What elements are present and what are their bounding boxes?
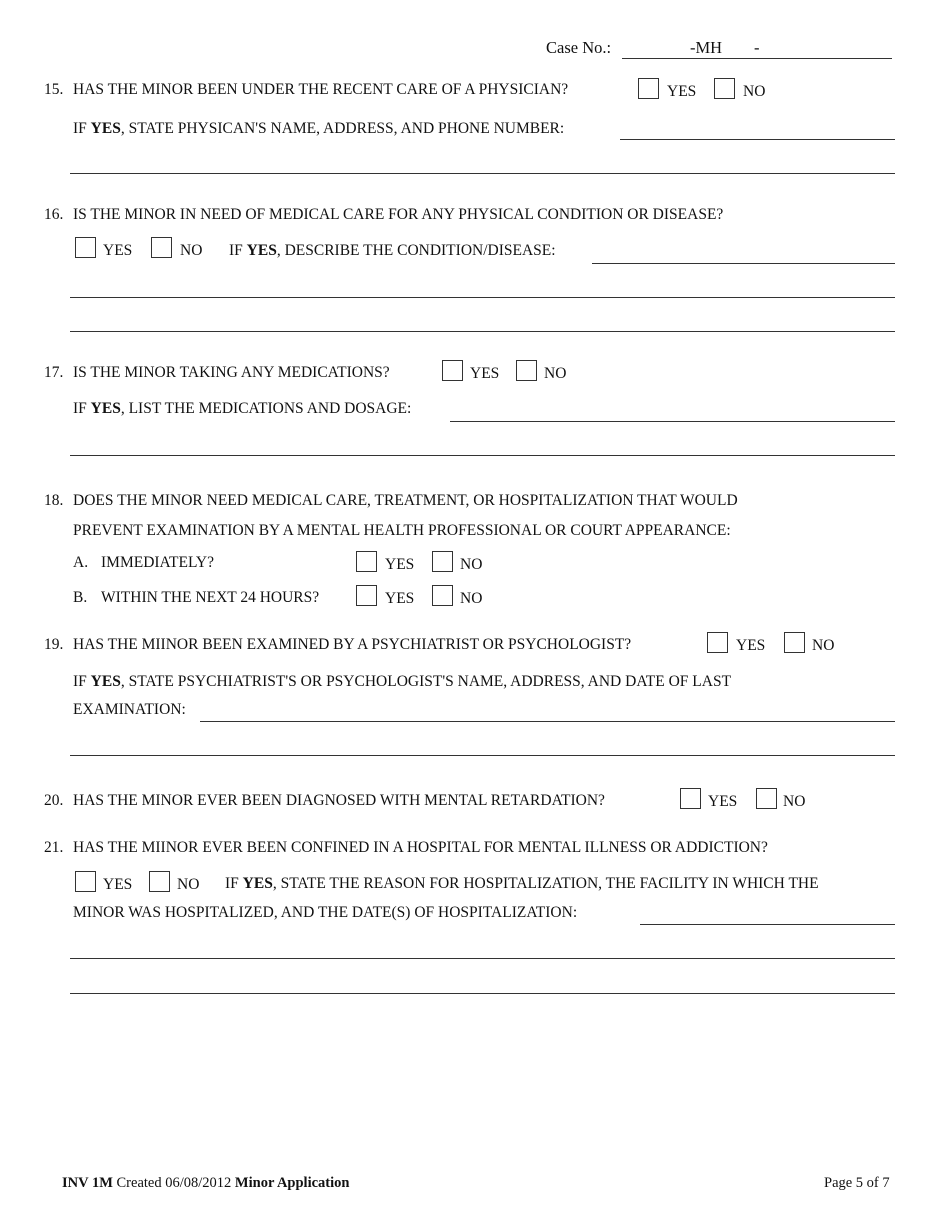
- q19-followup-line-2: EXAMINATION:: [73, 701, 186, 718]
- q18a-yes-label: YES: [385, 556, 415, 573]
- q20-no-label: NO: [783, 793, 806, 810]
- q20-yes-label: YES: [708, 793, 738, 810]
- q18b-letter: B.: [73, 589, 88, 606]
- q21-yes-checkbox[interactable]: [75, 871, 96, 892]
- q21-number: 21.: [44, 839, 64, 856]
- q18-text-line-1: DOES THE MINOR NEED MEDICAL CARE, TREATMENT, OR HOSPITALIZATION THAT WOULD: [73, 492, 738, 509]
- q18-number: 18.: [44, 492, 64, 509]
- q16-answer-line-3[interactable]: [70, 331, 895, 332]
- q21-yes-label: YES: [103, 876, 133, 893]
- q19-number: 19.: [44, 636, 64, 653]
- q18b-no-checkbox[interactable]: [432, 585, 453, 606]
- case-number-field[interactable]: [622, 58, 892, 59]
- q21-no-label: NO: [177, 876, 200, 893]
- q16-answer-line-1[interactable]: [592, 263, 895, 264]
- q15-answer-line-1[interactable]: [620, 139, 895, 140]
- q19-answer-line-2[interactable]: [70, 755, 895, 756]
- q18b-no-label: NO: [460, 590, 483, 607]
- q16-number: 16.: [44, 206, 64, 223]
- q21-no-checkbox[interactable]: [149, 871, 170, 892]
- case-number-dash: -: [754, 38, 760, 57]
- q21-answer-line-3[interactable]: [70, 993, 895, 994]
- q16-text: IS THE MINOR IN NEED OF MEDICAL CARE FOR ANY PHYSICAL CONDITION OR DISEASE?: [73, 206, 724, 223]
- q19-text: HAS THE MIINOR BEEN EXAMINED BY A PSYCHIATRIST OR PSYCHOLOGIST?: [73, 636, 632, 653]
- q18b-yes-checkbox[interactable]: [356, 585, 377, 606]
- q17-number: 17.: [44, 364, 64, 381]
- q16-yes-checkbox[interactable]: [75, 237, 96, 258]
- q16-answer-line-2[interactable]: [70, 297, 895, 298]
- q17-no-checkbox[interactable]: [516, 360, 537, 381]
- q20-number: 20.: [44, 792, 64, 809]
- q15-number: 15.: [44, 81, 64, 98]
- q17-answer-line-2[interactable]: [70, 455, 895, 456]
- q16-no-label: NO: [180, 242, 203, 259]
- q19-yes-checkbox[interactable]: [707, 632, 728, 653]
- q15-text: HAS THE MINOR BEEN UNDER THE RECENT CARE OF A PHYSICIAN?: [73, 81, 569, 98]
- q17-no-label: NO: [544, 365, 567, 382]
- q15-yes-checkbox[interactable]: [638, 78, 659, 99]
- q20-yes-checkbox[interactable]: [680, 788, 701, 809]
- q19-yes-label: YES: [736, 637, 766, 654]
- q21-answer-line-2[interactable]: [70, 958, 895, 959]
- case-number-mh: -MH: [690, 38, 723, 57]
- q21-answer-line-1[interactable]: [640, 924, 895, 925]
- q18a-text: IMMEDIATELY?: [101, 554, 214, 571]
- q18-text-line-2: PREVENT EXAMINATION BY A MENTAL HEALTH PROFESSIONAL OR COURT APPEARANCE:: [73, 522, 731, 539]
- q15-no-label: NO: [743, 83, 766, 100]
- q17-answer-line-1[interactable]: [450, 421, 895, 422]
- q15-no-checkbox[interactable]: [714, 78, 735, 99]
- q15-answer-line-2[interactable]: [70, 173, 895, 174]
- q19-no-label: NO: [812, 637, 835, 654]
- q17-yes-checkbox[interactable]: [442, 360, 463, 381]
- q17-text: IS THE MINOR TAKING ANY MEDICATIONS?: [73, 364, 390, 381]
- footer-page-number: Page 5 of 7: [824, 1175, 890, 1191]
- q20-no-checkbox[interactable]: [756, 788, 777, 809]
- q17-yes-label: YES: [470, 365, 500, 382]
- q19-no-checkbox[interactable]: [784, 632, 805, 653]
- q18a-no-label: NO: [460, 556, 483, 573]
- q18b-text: WITHIN THE NEXT 24 HOURS?: [101, 589, 320, 606]
- q19-followup: IF YES, STATE PSYCHIATRIST'S OR PSYCHOLOGIST'S NAME, ADDRESS, AND DATE OF LAST: [73, 673, 732, 690]
- q17-followup: IF YES, LIST THE MEDICATIONS AND DOSAGE:: [73, 400, 412, 417]
- q18b-yes-label: YES: [385, 590, 415, 607]
- q15-followup: IF YES, STATE PHYSICAN'S NAME, ADDRESS, AND PHONE NUMBER:: [73, 120, 565, 137]
- q16-followup: IF YES, DESCRIBE THE CONDITION/DISEASE:: [229, 242, 556, 259]
- q21-followup-line-2: MINOR WAS HOSPITALIZED, AND THE DATE(S) OF HOSPITALIZATION:: [73, 904, 578, 921]
- q20-text: HAS THE MINOR EVER BEEN DIAGNOSED WITH MENTAL RETARDATION?: [73, 792, 605, 809]
- q18a-no-checkbox[interactable]: [432, 551, 453, 572]
- footer-form-info: INV 1M Created 06/08/2012 Minor Application: [62, 1175, 350, 1191]
- case-number-label: Case No.:: [546, 38, 612, 57]
- q21-text: HAS THE MIINOR EVER BEEN CONFINED IN A HOSPITAL FOR MENTAL ILLNESS OR ADDICTION?: [73, 839, 768, 856]
- q21-followup: IF YES, STATE THE REASON FOR HOSPITALIZATION, THE FACILITY IN WHICH THE: [225, 875, 819, 892]
- q16-no-checkbox[interactable]: [151, 237, 172, 258]
- q16-yes-label: YES: [103, 242, 133, 259]
- q19-answer-line-1[interactable]: [200, 721, 895, 722]
- q18a-yes-checkbox[interactable]: [356, 551, 377, 572]
- q15-yes-label: YES: [667, 83, 697, 100]
- q18a-letter: A.: [73, 554, 89, 571]
